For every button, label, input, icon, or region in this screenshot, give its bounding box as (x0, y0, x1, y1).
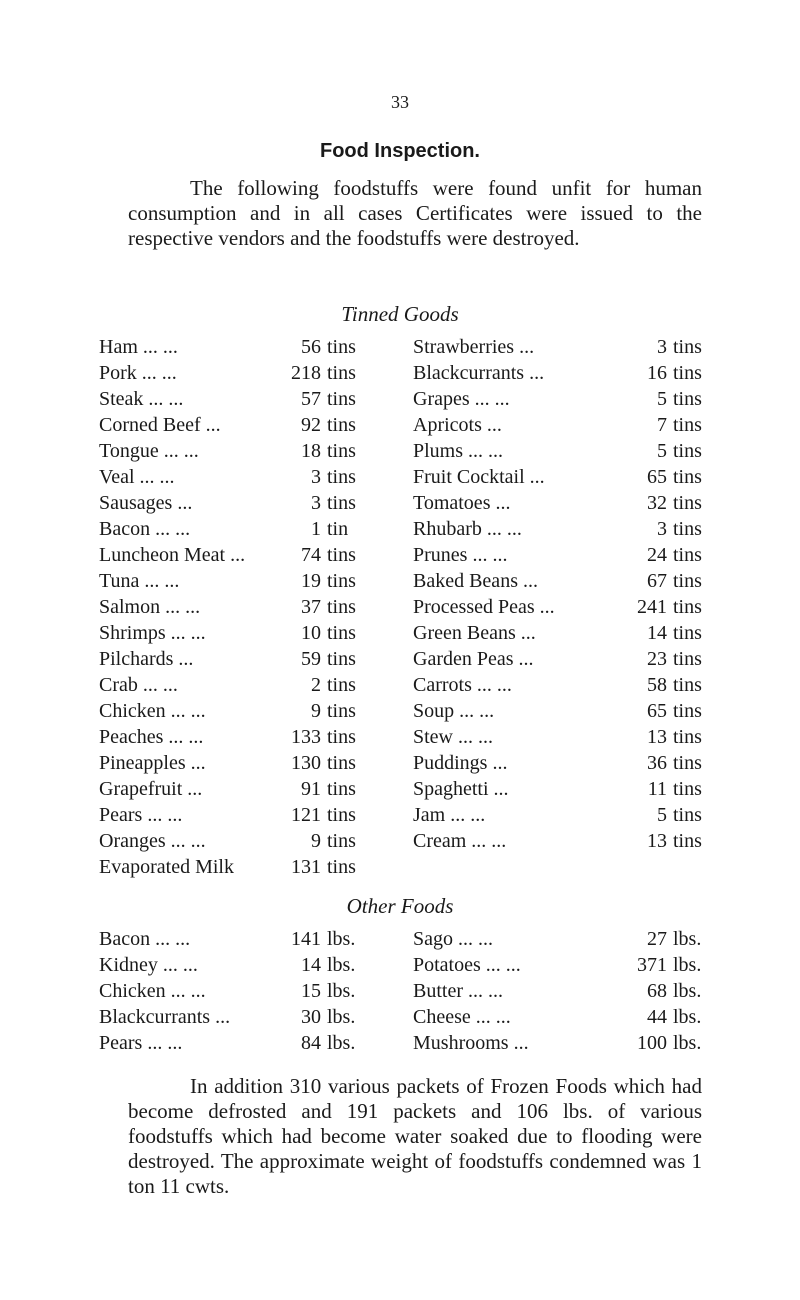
cell-r-name: Butter ... ... (413, 980, 503, 1002)
table-row (99, 568, 719, 594)
cell-r-unit: tins (673, 674, 702, 696)
cell-r-unit: tins (673, 336, 702, 358)
cell-r-qty: 13 (647, 830, 667, 852)
cell-l-qty: 57 (301, 388, 321, 410)
table-row (99, 672, 719, 698)
table-row (99, 464, 719, 490)
cell-r-unit: tins (673, 544, 702, 566)
cell-r-unit: lbs. (673, 954, 702, 976)
page-heading: Food Inspection. (320, 140, 480, 162)
cell-l-unit: tins (327, 596, 356, 618)
cell-r-qty: 3 (657, 518, 667, 540)
cell-r-unit: tins (673, 622, 702, 644)
cell-r-name: Blackcurrants ... (413, 362, 545, 384)
cell-r-name: Fruit Cocktail ... (413, 466, 545, 488)
table-row (99, 828, 719, 854)
cell-l-unit: tins (327, 778, 356, 800)
cell-l-name: Corned Beef ... (99, 414, 221, 436)
cell-r-qty: 5 (657, 388, 667, 410)
cell-l-qty: 56 (301, 336, 321, 358)
cell-l-qty: 59 (301, 648, 321, 670)
cell-r-qty: 65 (647, 466, 667, 488)
cell-l-qty: 2 (311, 674, 321, 696)
cell-r-unit: tins (673, 362, 702, 384)
cell-l-unit: tins (327, 362, 356, 384)
cell-r-qty: 36 (647, 752, 667, 774)
cell-r-qty: 14 (647, 622, 667, 644)
cell-l-name: Crab ... ... (99, 674, 178, 696)
cell-l-qty: 141 (291, 928, 321, 950)
table-row (99, 802, 719, 828)
cell-r-name: Garden Peas ... (413, 648, 534, 670)
cell-l-unit: tins (327, 388, 356, 410)
cell-r-unit: tins (673, 440, 702, 462)
cell-l-name: Bacon ... ... (99, 928, 191, 950)
intro-paragraph: The following foodstuffs were found unfit for human consumption and in all cases Certificates were issued to the respective vendors and the foodstuffs were destroyed. (128, 176, 702, 250)
cell-l-qty: 74 (301, 544, 321, 566)
cell-l-qty: 3 (311, 492, 321, 514)
cell-r-name: Cream ... ... (413, 830, 507, 852)
cell-r-qty: 371 (637, 954, 667, 976)
cell-r-unit: tins (673, 414, 702, 436)
cell-l-qty: 1 (311, 518, 321, 540)
page-number: 33 (391, 92, 409, 112)
cell-l-unit: tins (327, 414, 356, 436)
cell-l-unit: lbs. (327, 980, 356, 1002)
cell-r-unit: lbs. (673, 1032, 702, 1054)
table-row (99, 698, 719, 724)
cell-r-name: Cheese ... ... (413, 1006, 511, 1028)
cell-l-name: Pineapples ... (99, 752, 206, 774)
cell-l-name: Bacon ... ... (99, 518, 191, 540)
cell-r-name: Sago ... ... (413, 928, 493, 950)
cell-l-qty: 18 (301, 440, 321, 462)
cell-r-qty: 241 (637, 596, 667, 618)
cell-l-name: Salmon ... ... (99, 596, 201, 618)
cell-r-unit: tins (673, 804, 702, 826)
table-row (99, 978, 719, 1004)
cell-l-unit: tin (327, 518, 349, 540)
cell-l-unit: tins (327, 492, 356, 514)
cell-r-name: Plums ... ... (413, 440, 504, 462)
cell-l-unit: tins (327, 752, 356, 774)
cell-l-qty: 3 (311, 466, 321, 488)
cell-r-qty: 58 (647, 674, 667, 696)
cell-l-unit: tins (327, 622, 356, 644)
cell-l-unit: tins (327, 726, 356, 748)
cell-r-unit: tins (673, 778, 702, 800)
cell-r-qty: 16 (647, 362, 667, 384)
table-row (99, 438, 719, 464)
cell-r-qty: 100 (637, 1032, 667, 1054)
cell-l-qty: 10 (301, 622, 321, 644)
tinned-goods-list (99, 334, 719, 880)
table-row (99, 1004, 719, 1030)
cell-r-unit: tins (673, 752, 702, 774)
cell-r-unit: tins (673, 648, 702, 670)
cell-r-qty: 11 (647, 778, 667, 800)
cell-l-name: Luncheon Meat ... (99, 544, 246, 566)
table-row (99, 490, 719, 516)
cell-l-unit: tins (327, 856, 356, 878)
other-foods-title: Other Foods (346, 894, 454, 918)
cell-l-unit: tins (327, 336, 356, 358)
cell-l-name: Tuna ... ... (99, 570, 180, 592)
cell-l-name: Chicken ... ... (99, 980, 206, 1002)
cell-l-name: Kidney ... ... (99, 954, 198, 976)
closing-paragraph: In addition 310 various packets of Frozen Foods which had become defrosted and 191 packets and 106 lbs. of various foodstuffs which had become water soaked due to flooding were destroyed. The approximate weight of foodstuffs condemned was 1 ton 11 cwts. (128, 1074, 702, 1198)
cell-r-unit: tins (673, 518, 702, 540)
cell-l-unit: tins (327, 830, 356, 852)
cell-r-unit: lbs. (673, 980, 702, 1002)
cell-l-unit: lbs. (327, 1006, 356, 1028)
cell-l-qty: 133 (291, 726, 321, 748)
cell-r-qty: 67 (647, 570, 667, 592)
cell-r-name: Strawberries ... (413, 336, 535, 358)
cell-l-name: Pilchards ... (99, 648, 194, 670)
cell-l-qty: 92 (301, 414, 321, 436)
cell-l-unit: tins (327, 648, 356, 670)
cell-l-unit: tins (327, 570, 356, 592)
table-row (99, 952, 719, 978)
cell-l-name: Veal ... ... (99, 466, 175, 488)
cell-r-name: Rhubarb ... ... (413, 518, 522, 540)
cell-l-name: Chicken ... ... (99, 700, 206, 722)
cell-r-qty: 3 (657, 336, 667, 358)
tinned-goods-title: Tinned Goods (341, 302, 459, 326)
cell-r-name: Prunes ... ... (413, 544, 508, 566)
cell-r-qty: 13 (647, 726, 667, 748)
cell-l-name: Tongue ... ... (99, 440, 199, 462)
cell-r-unit: lbs. (673, 1006, 702, 1028)
cell-l-name: Pears ... ... (99, 804, 183, 826)
table-row (99, 750, 719, 776)
cell-r-name: Potatoes ... ... (413, 954, 521, 976)
cell-r-name: Green Beans ... (413, 622, 536, 644)
cell-r-unit: tins (673, 466, 702, 488)
cell-l-qty: 14 (301, 954, 321, 976)
cell-l-qty: 9 (311, 700, 321, 722)
cell-r-name: Carrots ... ... (413, 674, 512, 696)
cell-r-qty: 68 (647, 980, 667, 1002)
table-row (99, 646, 719, 672)
table-row (99, 360, 719, 386)
cell-l-qty: 218 (291, 362, 321, 384)
cell-l-name: Oranges ... ... (99, 830, 206, 852)
cell-r-unit: tins (673, 570, 702, 592)
cell-l-qty: 19 (301, 570, 321, 592)
cell-l-unit: tins (327, 440, 356, 462)
cell-l-name: Peaches ... ... (99, 726, 204, 748)
cell-l-qty: 37 (301, 596, 321, 618)
cell-r-name: Mushrooms ... (413, 1032, 529, 1054)
cell-l-qty: 30 (301, 1006, 321, 1028)
cell-r-name: Baked Beans ... (413, 570, 538, 592)
cell-l-name: Ham ... ... (99, 336, 178, 358)
cell-l-name: Grapefruit ... (99, 778, 203, 800)
cell-r-name: Puddings ... (413, 752, 508, 774)
cell-l-qty: 9 (311, 830, 321, 852)
cell-r-qty: 23 (647, 648, 667, 670)
cell-l-name: Blackcurrants ... (99, 1006, 231, 1028)
cell-r-unit: tins (673, 596, 702, 618)
table-row (99, 594, 719, 620)
cell-l-name: Sausages ... (99, 492, 193, 514)
cell-l-name: Shrimps ... ... (99, 622, 206, 644)
cell-r-qty: 24 (647, 544, 667, 566)
cell-r-unit: lbs. (673, 928, 702, 950)
cell-r-unit: tins (673, 388, 702, 410)
cell-l-qty: 15 (301, 980, 321, 1002)
cell-r-unit: tins (673, 726, 702, 748)
cell-l-unit: lbs. (327, 1032, 356, 1054)
cell-l-qty: 84 (301, 1032, 321, 1054)
cell-r-qty: 44 (647, 1006, 667, 1028)
cell-l-name: Evaporated Milk (99, 856, 234, 878)
cell-l-qty: 131 (291, 856, 321, 878)
cell-r-name: Processed Peas ... (413, 596, 555, 618)
other-foods-list (99, 926, 719, 1056)
cell-r-unit: tins (673, 492, 702, 514)
table-row (99, 542, 719, 568)
cell-r-unit: tins (673, 700, 702, 722)
table-row (99, 1030, 719, 1056)
cell-r-name: Spaghetti ... (413, 778, 509, 800)
cell-r-qty: 7 (657, 414, 667, 436)
table-row (99, 412, 719, 438)
table-row (99, 334, 719, 360)
table-row (99, 854, 719, 880)
cell-l-unit: lbs. (327, 928, 356, 950)
cell-r-qty: 32 (647, 492, 667, 514)
cell-l-unit: tins (327, 700, 356, 722)
cell-r-name: Grapes ... ... (413, 388, 510, 410)
cell-l-qty: 91 (301, 778, 321, 800)
cell-r-qty: 5 (657, 440, 667, 462)
cell-l-name: Pork ... ... (99, 362, 177, 384)
cell-r-name: Apricots ... (413, 414, 502, 436)
cell-r-qty: 5 (657, 804, 667, 826)
table-row (99, 620, 719, 646)
cell-r-qty: 27 (647, 928, 667, 950)
cell-l-unit: tins (327, 466, 356, 488)
table-row (99, 926, 719, 952)
cell-r-name: Stew ... ... (413, 726, 493, 748)
cell-r-unit: tins (673, 830, 702, 852)
cell-l-name: Pears ... ... (99, 1032, 183, 1054)
table-row (99, 724, 719, 750)
cell-l-unit: tins (327, 674, 356, 696)
table-row (99, 516, 719, 542)
cell-r-name: Jam ... ... (413, 804, 486, 826)
cell-l-unit: tins (327, 804, 356, 826)
cell-l-qty: 130 (291, 752, 321, 774)
cell-r-name: Tomatoes ... (413, 492, 511, 514)
cell-r-qty: 65 (647, 700, 667, 722)
cell-l-unit: lbs. (327, 954, 356, 976)
cell-r-name: Soup ... ... (413, 700, 495, 722)
table-row (99, 776, 719, 802)
cell-l-unit: tins (327, 544, 356, 566)
cell-l-qty: 121 (291, 804, 321, 826)
table-row (99, 386, 719, 412)
cell-l-name: Steak ... ... (99, 388, 184, 410)
